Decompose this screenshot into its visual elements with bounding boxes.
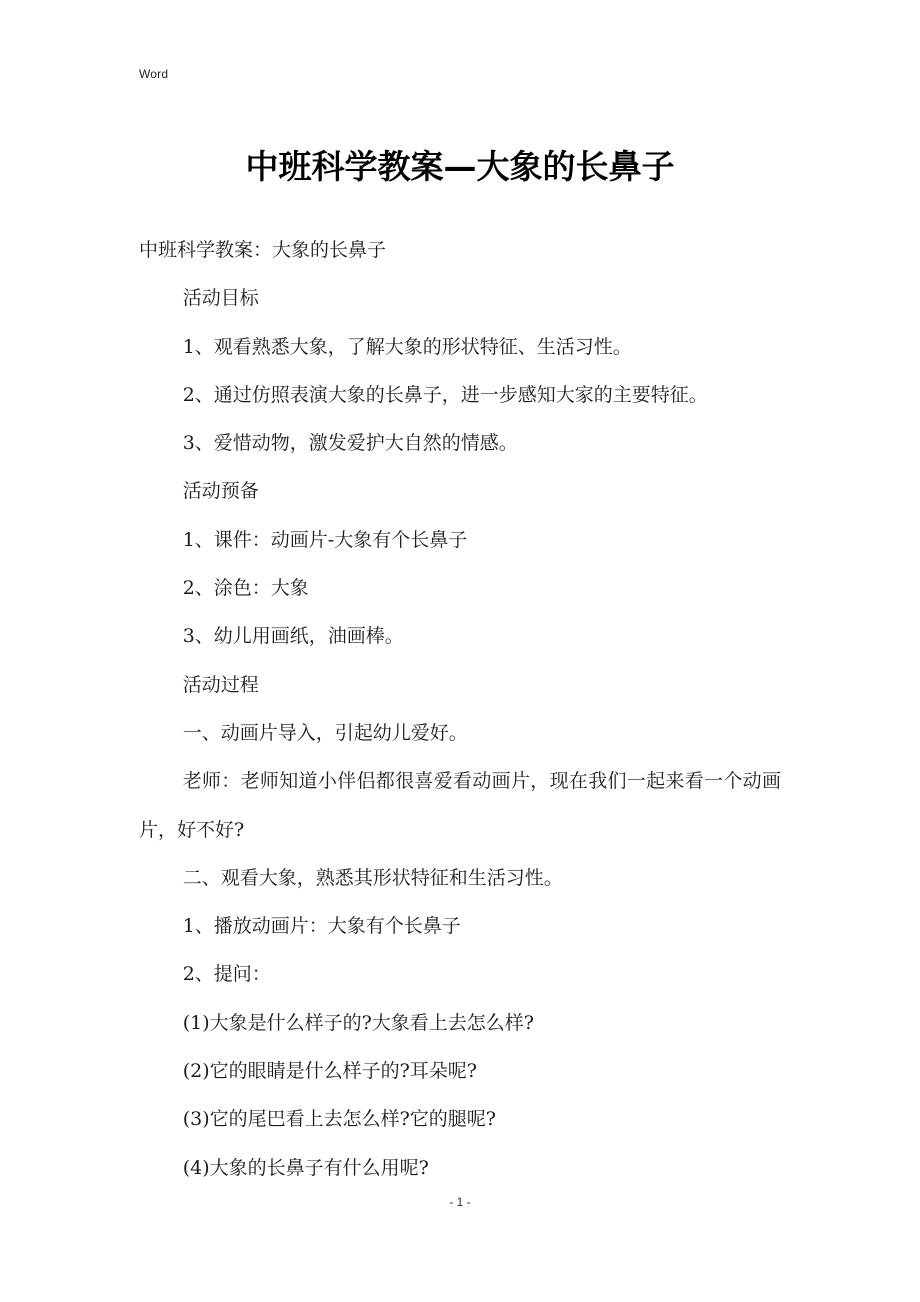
paragraph-goal-3: 3、爱惜动物，激发爱护大自然的情感。 <box>182 432 518 455</box>
paragraph-prep-1: 1、课件：动画片-大象有个长鼻子 <box>182 528 468 551</box>
paragraph-question-3: (3)它的尾巴看上去怎么样?它的腿呢? <box>182 1108 496 1131</box>
paragraph-heading-goals: 活动目标 <box>182 287 259 310</box>
paragraph-question-4: (4)大象的长鼻子有什么用呢? <box>182 1156 429 1179</box>
paragraph-heading-preparation: 活动预备 <box>182 480 259 503</box>
paragraph-prep-3: 3、幼儿用画纸，油画棒。 <box>182 625 404 648</box>
paragraph-subtitle: 中班科学教案：大象的长鼻子 <box>139 239 387 261</box>
document-header-label: Word <box>139 67 169 81</box>
document-title: 中班科学教案—大象的长鼻子 <box>245 147 675 186</box>
paragraph-goal-1: 1、观看熟悉大象，了解大象的形状特征、生活习性。 <box>182 335 632 358</box>
paragraph-step-1: 一、动画片导入，引起幼儿爱好。 <box>182 721 468 744</box>
page-number: - 1 - <box>449 1195 471 1209</box>
document-body <box>139 226 781 1192</box>
paragraph-step-2-item-2: 2、提问： <box>182 963 271 986</box>
paragraph-heading-process: 活动过程 <box>182 673 259 696</box>
paragraph-question-2: (2)它的眼睛是什么样子的?耳朵呢? <box>182 1060 477 1083</box>
paragraph-step-2-item-1: 1、播放动画片：大象有个长鼻子 <box>182 915 461 938</box>
paragraph-question-1: (1)大象是什么样子的?大象看上去怎么样? <box>182 1011 534 1034</box>
paragraph-step-2: 二、观看大象，熟悉其形状特征和生活习性。 <box>182 866 563 889</box>
paragraph-teacher-dialogue: 老师：老师知道小伴侣都很喜爱看动画片，现在我们一起来看一个动画片，好不好? <box>139 770 781 841</box>
paragraph-prep-2: 2、涂色：大象 <box>182 577 309 600</box>
paragraph-goal-2: 2、通过仿照表演大象的长鼻子，进一步感知大家的主要特征。 <box>182 383 708 406</box>
